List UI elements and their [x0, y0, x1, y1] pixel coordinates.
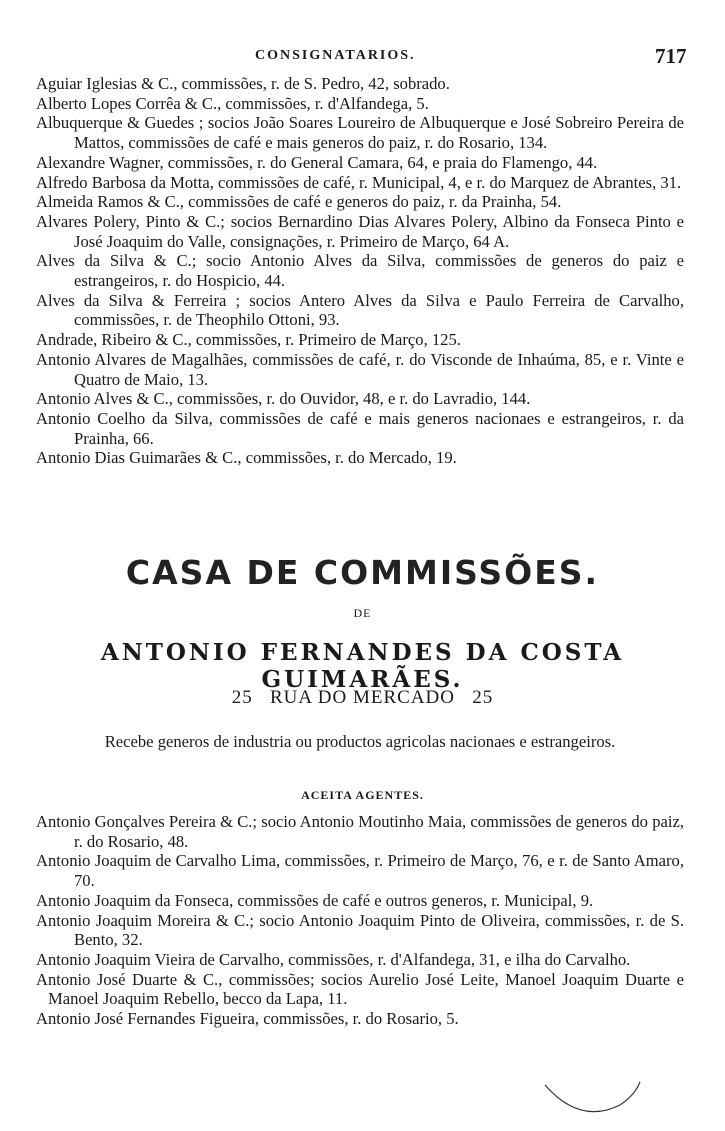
end-flourish-icon — [540, 1080, 650, 1120]
entries-top — [36, 74, 684, 468]
list-item: Antonio Gonçalves Pereira & C.; socio Antonio Moutinho Maia, commissões de generos do paiz, r. do Rosario, 48. — [36, 812, 684, 851]
list-item: Almeida Ramos & C., commissões de café e generos do paiz, r. da Prainha, 54. — [36, 192, 562, 212]
entries-bottom — [36, 812, 684, 1029]
advert-de: DE — [353, 606, 372, 620]
list-item: Andrade, Ribeiro & C., commissões, r. Primeiro de Março, 125. — [36, 330, 461, 350]
page-number: 717 — [655, 44, 687, 68]
running-title: CONSIGNATARIOS. — [255, 48, 416, 63]
list-item: Aguiar Iglesias & C., commissões, r. de S. Pedro, 42, sobrado. — [36, 74, 450, 93]
page-header — [0, 44, 725, 70]
list-item: Alberto Lopes Corrêa & C., commissões, r. d'Alfandega, 5. — [36, 93, 429, 113]
list-item: Alvares Polery, Pinto & C.; socios Bernardino Dias Alvares Polery, Albino da Fonseca Pinto e José Joaquim do Valle, consignações, r. Primeiro de Março, 64 A. — [36, 211, 684, 251]
list-item: Antonio Joaquim de Carvalho Lima, commissões, r. Primeiro de Março, 76, e r. de Santo Amaro, 70. — [36, 851, 684, 891]
list-item: Antonio Joaquim da Fonseca, commissões de café e outros generos, r. Municipal, 9. — [36, 890, 594, 910]
list-item: Albuquerque & Guedes ; socios João Soares Loureiro de Albuquerque e José Sobreiro Pereira de Mattos, commissões de café e mais generos do paiz, r. do Rosario, 134. — [36, 113, 684, 153]
list-item: Antonio José Fernandes Figueira, commissões, r. do Rosario, 5. — [36, 1009, 459, 1029]
list-item: Alfredo Barbosa da Motta, commissões de café, r. Municipal, 4, e r. do Marquez de Abrantes, 31. — [36, 172, 682, 192]
list-item: Alexandre Wagner, commissões, r. do General Camara, 64, e praia do Flamengo, 44. — [36, 152, 598, 172]
list-item: Alves da Silva & Ferreira ; socios Antero Alves da Silva e Paulo Ferreira de Carvalho, commissões, r. de Theophilo Ottoni, 93. — [36, 290, 684, 330]
list-item: Antonio Coelho da Silva, commissões de café e mais generos nacionaes e estrangeiros, r. da Prainha, 66. — [36, 408, 684, 448]
advert-address: 25 RUA DO MERCADO 25 — [231, 687, 494, 708]
advert-headline: CASA DE COMMISSÕES. — [125, 553, 600, 592]
list-item: Antonio José Duarte & C., commissões; socios Aurelio José Leite, Manoel Joaquim Duarte e Manoel Joaquim Rebello, becco da Lapa, 11. — [36, 969, 684, 1009]
advert-aceita-agentes: ACEITA AGENTES. — [301, 788, 424, 802]
list-item: Antonio Alvares de Magalhães, commissões de café, r. do Visconde de Inhaúma, 85, e r. Vinte e Quatro de Maio, 13. — [36, 349, 684, 389]
list-item: Antonio Joaquim Moreira & C.; socio Antonio Joaquim Pinto de Oliveira, commissões, r. de S. Bento, 32. — [36, 910, 684, 950]
list-item: Antonio Alves & C., commissões, r. do Ouvidor, 48, e r. do Lavradio, 144. — [36, 389, 531, 409]
list-item: Alves da Silva & C.; socio Antonio Alves da Silva, commissões de generos do paiz e estrangeiros, r. do Hospicio, 44. — [36, 251, 684, 291]
list-item: Antonio Dias Guimarães & C., commissões, r. do Mercado, 19. — [36, 448, 457, 468]
advert-owner: ANTONIO FERNANDES DA COSTA GUIMARÃES. — [100, 639, 625, 693]
advert-description: Recebe generos de industria ou productos agricolas nacionaes e estrangeiros. — [104, 732, 616, 751]
list-item: Antonio Joaquim Vieira de Carvalho, commissões, r. d'Alfandega, 31, e ilha do Carvalho. — [36, 949, 631, 969]
